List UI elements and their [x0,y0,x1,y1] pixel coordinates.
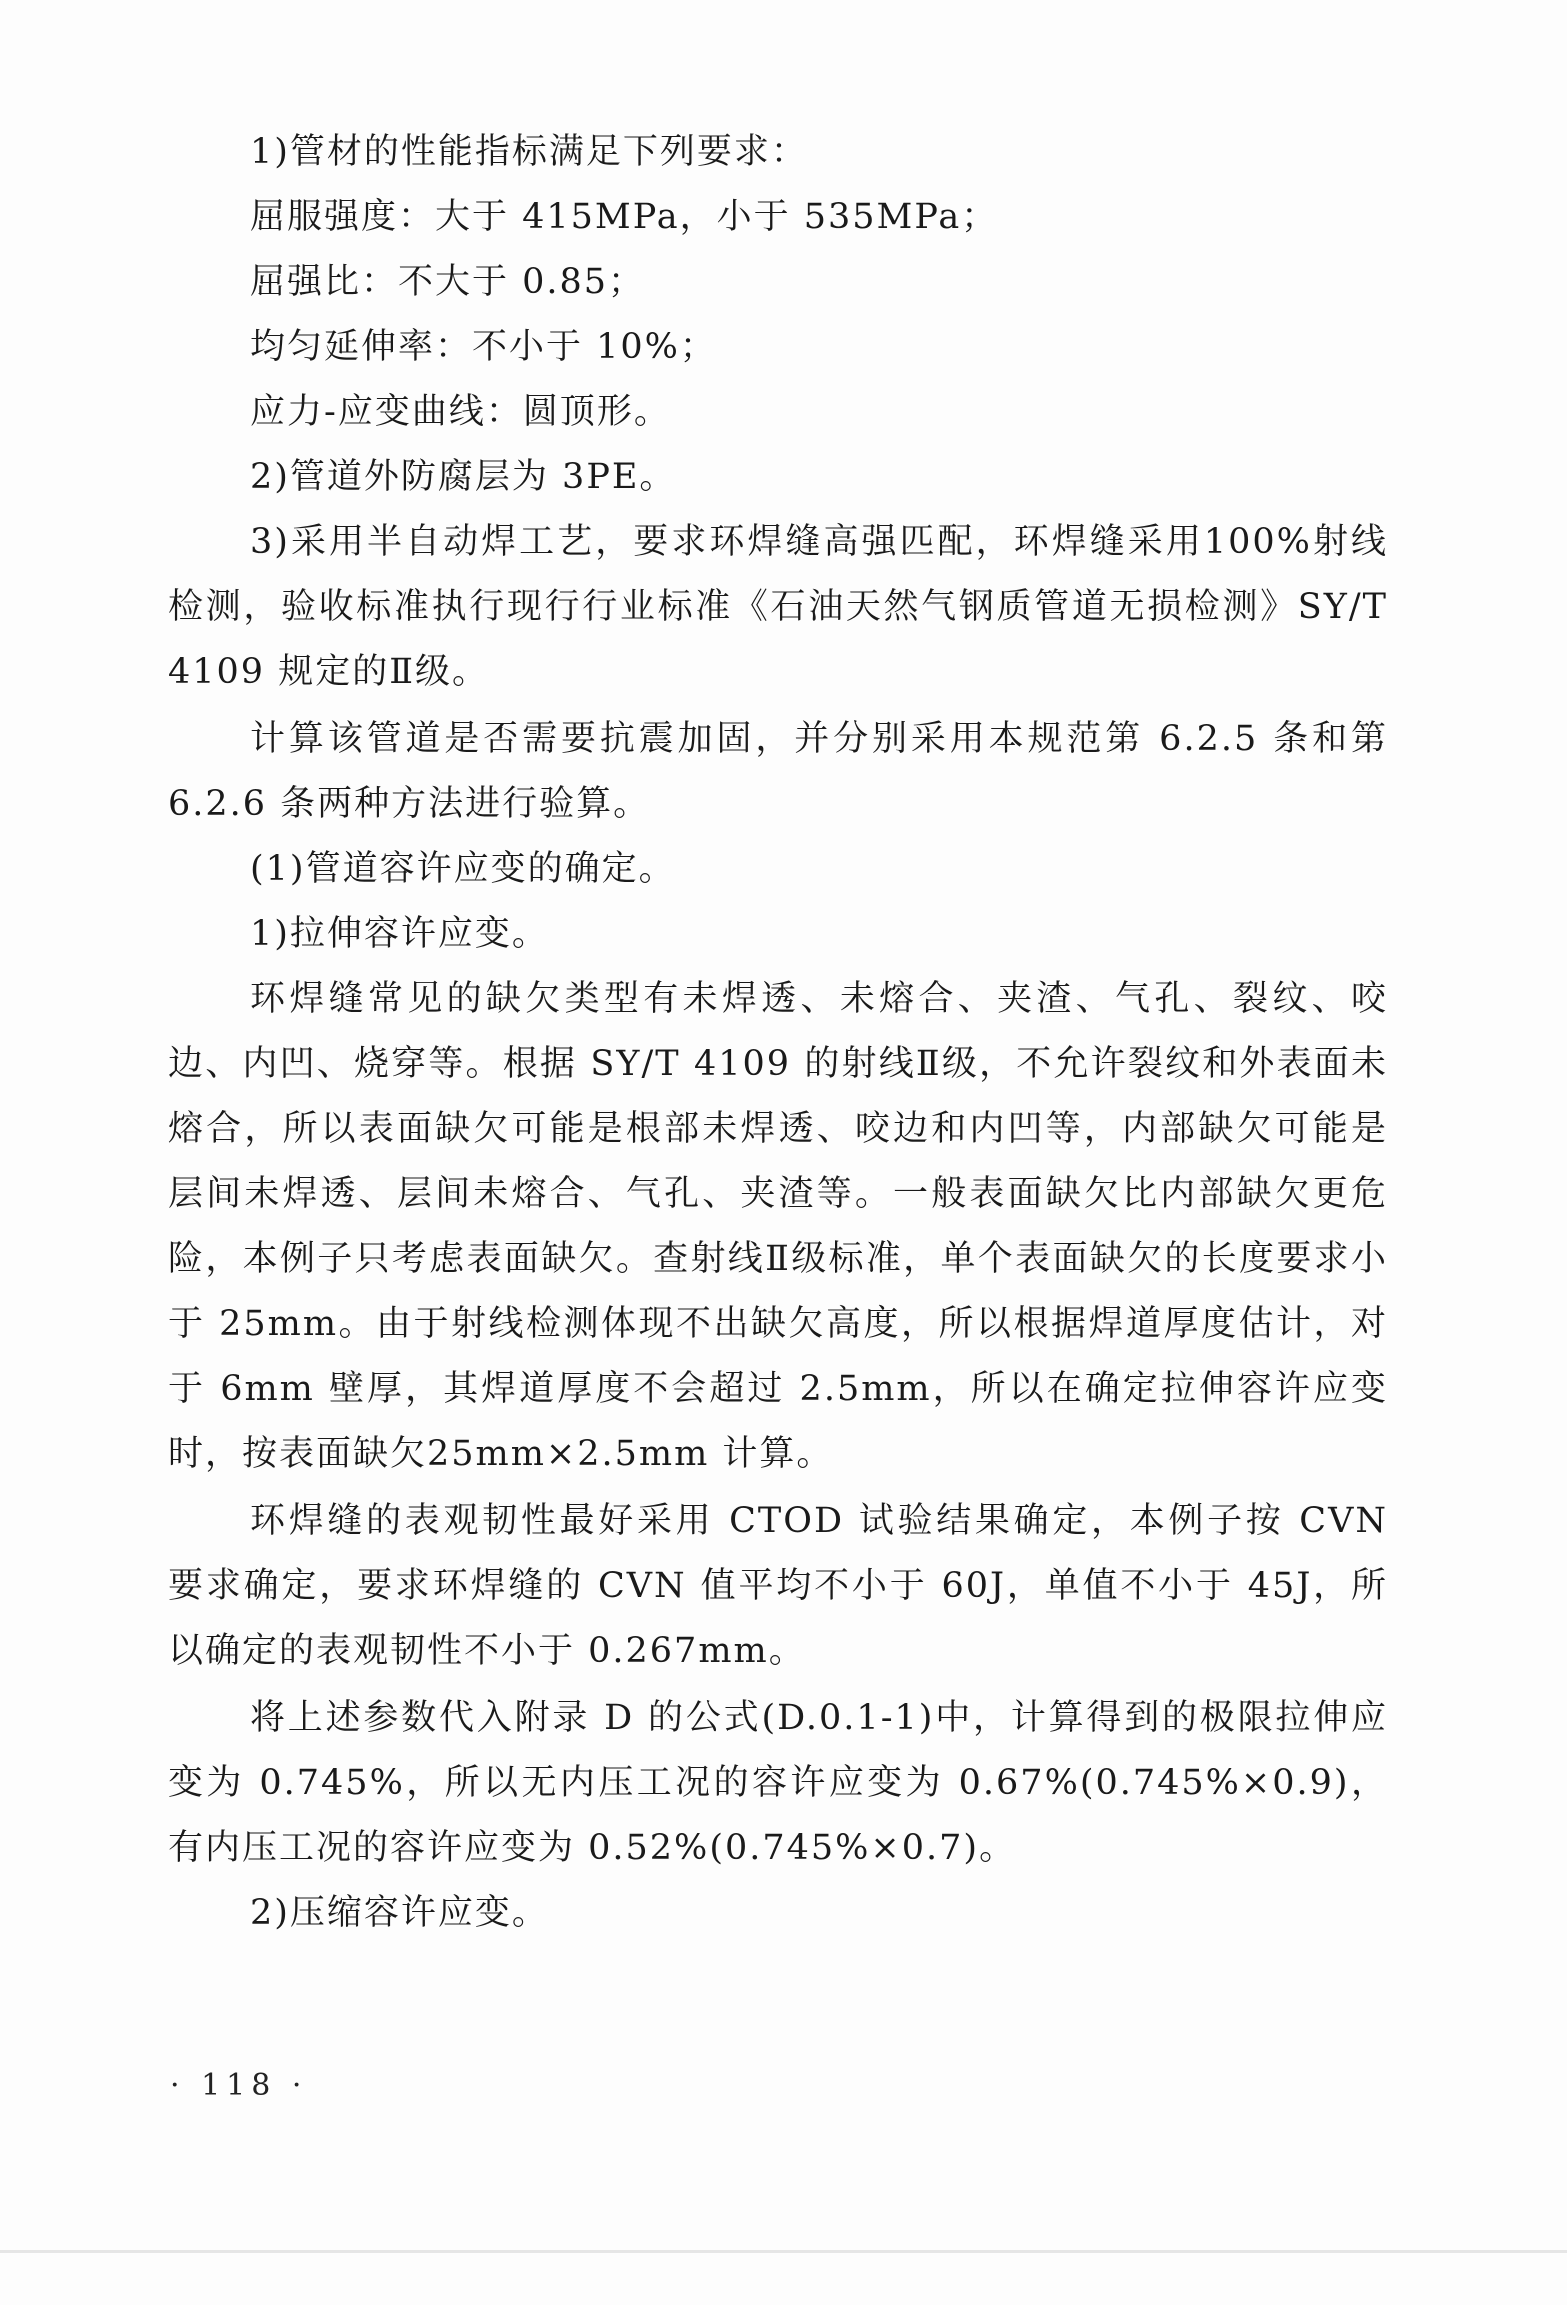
paragraph-yield-ratio: 屈强比：不大于 0.85； [250,262,646,302]
paragraph-yield-strength: 屈服强度：大于 415MPa，小于 535MPa； [250,197,999,237]
paragraph-strain-result: 将上述参数代入附录 D 的公式(D.0.1-1)中，计算得到的极限拉伸应变为 0.745%，所以无内压工况的容许应变为 0.67%(0.745%×0.9)，有内压工况的容许应变为 0.52%(0.745%×0.7)。 [168,1698,1388,1868]
paragraph-defect-types: 环焊缝常见的缺欠类型有未焊透、未熔合、夹渣、气孔、裂纹、咬边、内凹、烧穿等。根据 SY/T 4109 的射线Ⅱ级，不允许裂纹和外表面未熔合，所以表面缺欠可能是根部未焊透、咬边和内凹等，内部缺欠可能是层间未焊透、层间未熔合、气孔、夹渣等。一般表面缺欠比内部缺欠更危险，本例子只考虑表面缺欠。查射线Ⅱ级标准，单个表面缺欠的长度要求小于 25mm。由于射线检测体现不出缺欠高度，所以根据焊道厚度估计，对于 6mm 壁厚，其焊道厚度不会超过 2.5mm，所以在确定拉伸容许应变时，按表面缺欠25mm×2.5mm 计算。 [168,979,1388,1474]
paragraph-stress-strain-curve: 应力-应变曲线：圆顶形。 [250,392,671,432]
paragraph-calculation-task: 计算该管道是否需要抗震加固，并分别采用本规范第 6.2.5 条和第 6.2.6 条两种方法进行验算。 [168,719,1388,824]
paragraph-pipe-requirements: 1)管材的性能指标满足下列要求： [250,132,808,172]
paragraph-compressive-strain-heading: 2)压缩容许应变。 [250,1893,549,1933]
paragraph-welding: 3)采用半自动焊工艺，要求环焊缝高强匹配，环焊缝采用100%射线检测，验收标准执行现行行业标准《石油天然气钢质管道无损检测》SY/T 4109 规定的Ⅱ级。 [168,522,1388,692]
paragraph-tensile-strain-heading: 1)拉伸容许应变。 [250,914,549,954]
paragraph-allowable-strain-heading: (1)管道容许应变的确定。 [250,849,676,889]
paragraph-coating: 2)管道外防腐层为 3PE。 [250,457,677,497]
paragraph-elongation: 均匀延伸率：不小于 10%； [250,327,717,367]
body-text [168,120,1388,1946]
bottom-divider [0,2250,1567,2253]
page-number: · 118 · [170,2068,308,2103]
paragraph-toughness: 环焊缝的表观韧性最好采用 CTOD 试验结果确定，本例子按 CVN 要求确定，要求环焊缝的 CVN 值平均不小于 60J，单值不小于 45J，所以确定的表观韧性不小于 0.267mm。 [168,1501,1388,1671]
